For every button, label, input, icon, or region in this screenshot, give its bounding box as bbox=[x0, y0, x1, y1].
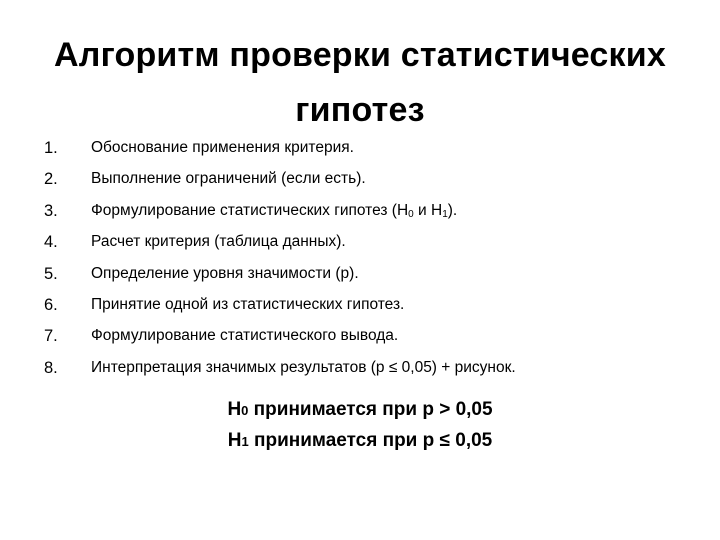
list-item bbox=[0, 164, 720, 195]
algorithm-steps-list bbox=[0, 133, 720, 384]
step-text-part: ). bbox=[447, 201, 458, 219]
list-item bbox=[0, 227, 720, 258]
rule-h0 bbox=[0, 395, 720, 426]
rule-text: принимается при р bbox=[248, 430, 440, 451]
step-number: 7. bbox=[44, 327, 58, 346]
title-line-1: Алгоритм проверки статистических bbox=[54, 36, 666, 74]
rule-h1 bbox=[0, 426, 720, 457]
step-text: Принятие одной из статистических гипотез. bbox=[91, 295, 405, 313]
step-text bbox=[91, 196, 457, 230]
rule-h-letter: Н bbox=[227, 430, 242, 451]
rule-subscript: 0 bbox=[241, 403, 249, 418]
rule-text-after: 0,05 bbox=[449, 430, 493, 451]
rule-subscript: 1 bbox=[241, 434, 249, 449]
step-number: 2. bbox=[44, 170, 58, 189]
step-text: Расчет критерия (таблица данных). bbox=[91, 233, 346, 251]
step-text-part: Формулирование статистических гипотез (Н bbox=[91, 201, 409, 219]
step-number: 5. bbox=[44, 264, 58, 283]
step-text: Определение уровня значимости (р). bbox=[91, 264, 359, 282]
subscript-one: 1 bbox=[442, 208, 448, 220]
slide-title bbox=[20, 28, 700, 138]
list-item bbox=[0, 196, 720, 227]
rule-text: принимается при р > 0,05 bbox=[248, 399, 493, 420]
hypothesis-decision-rules bbox=[0, 395, 720, 457]
subscript-zero: 0 bbox=[408, 208, 414, 220]
rule-h-letter: Н bbox=[227, 399, 242, 420]
step-number: 8. bbox=[44, 358, 58, 377]
list-item bbox=[0, 290, 720, 321]
step-number: 4. bbox=[44, 233, 58, 252]
step-text: Формулирование статистического вывода. bbox=[91, 327, 399, 345]
step-text: Выполнение ограничений (если есть). bbox=[91, 170, 366, 188]
step-number: 6. bbox=[44, 295, 58, 314]
list-item bbox=[0, 353, 720, 384]
step-text: Интерпретация значимых результатов (р ≤ 0,05) + рисунок. bbox=[91, 358, 516, 376]
list-item bbox=[0, 321, 720, 352]
title-line-2: гипотез bbox=[295, 91, 425, 129]
step-text-part: и Н bbox=[413, 201, 443, 219]
list-item bbox=[0, 133, 720, 164]
less-or-equal-symbol: ≤ bbox=[439, 430, 450, 451]
list-item bbox=[0, 259, 720, 290]
step-text: Обоснование применения критерия. bbox=[91, 139, 354, 156]
step-number: 1. bbox=[44, 139, 58, 157]
step-number: 3. bbox=[44, 201, 58, 220]
